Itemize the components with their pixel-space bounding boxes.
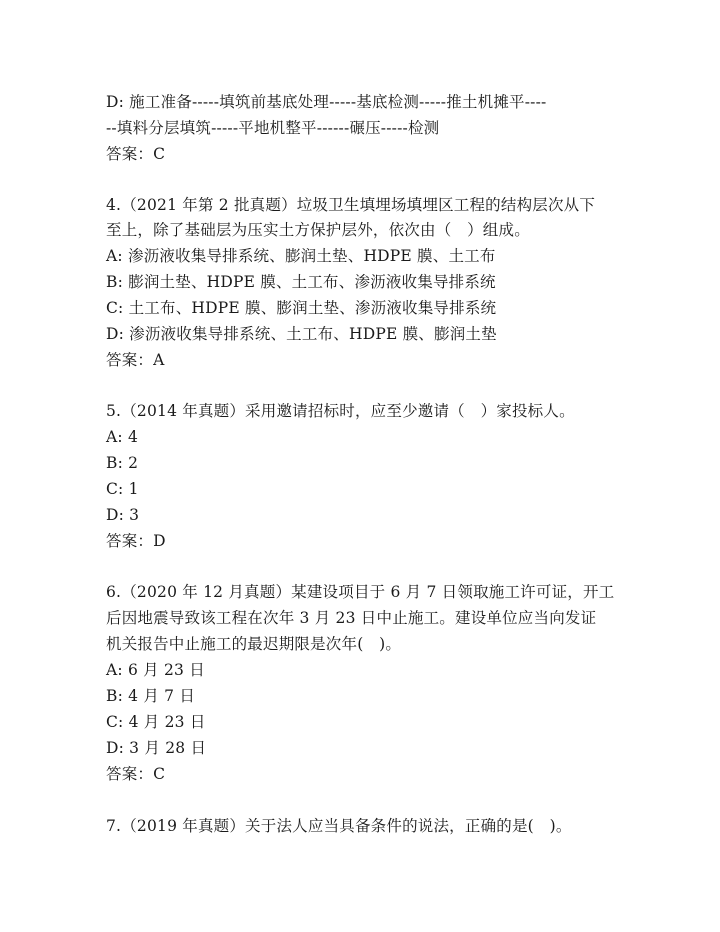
q4-answer: 答案：A [106, 351, 165, 369]
q3-option-d-line2: --填料分层填筑-----平地机整平------碾压-----检测 [106, 119, 440, 137]
q7-stem-line1: 7.（2019 年真题）关于法人应当具备条件的说法，正确的是( )。 [106, 817, 572, 835]
q6-stem-line2: 后因地震导致该工程在次年 3 月 23 日中止施工。建设单位应当向发证 [106, 609, 597, 627]
q5-answer: 答案：D [106, 532, 166, 550]
q4-option-a: A: 渗沥液收集导排系统、膨润土垫、HDPE 膜、土工布 [106, 247, 496, 265]
q6-stem-line3: 机关报告中止施工的最迟期限是次年( )。 [106, 635, 402, 653]
q5-option-a: A: 4 [106, 428, 139, 446]
q5-stem-line1: 5.（2014 年真题）采用邀请招标时，应至少邀请（ ）家投标人。 [106, 402, 575, 420]
q5-option-b: B: 2 [106, 454, 139, 472]
q3-option-d-line1: D: 施工准备-----填筑前基底处理-----基底检测-----推土机摊平---- [106, 93, 547, 111]
q6-option-d: D: 3 月 28 日 [106, 739, 207, 757]
q5-option-c: C: 1 [106, 480, 139, 498]
q5-option-d: D: 3 [106, 506, 140, 524]
q4-option-c: C: 土工布、HDPE 膜、膨润土垫、渗沥液收集导排系统 [106, 299, 497, 317]
q4-stem-line1: 4.（2021 年第 2 批真题）垃圾卫生填埋场填埋区工程的结构层次从下 [106, 196, 596, 214]
q4-option-d: D: 渗沥液收集导排系统、土工布、HDPE 膜、膨润土垫 [106, 325, 497, 343]
q6-option-a: A: 6 月 23 日 [106, 661, 205, 679]
q6-stem-line1: 6.（2020 年 12 月真题）某建设项目于 6 月 7 日领取施工许可证，开工 [106, 583, 615, 601]
q4-stem-line2: 至上，除了基础层为压实土方保护层外，依次由（ ）组成。 [106, 221, 530, 239]
q4-option-b: B: 膨润土垫、HDPE 膜、土工布、渗沥液收集导排系统 [106, 273, 496, 291]
q3-answer: 答案：C [106, 145, 166, 163]
q6-option-c: C: 4 月 23 日 [106, 713, 206, 731]
q6-answer: 答案：C [106, 765, 166, 783]
q6-option-b: B: 4 月 7 日 [106, 687, 196, 705]
